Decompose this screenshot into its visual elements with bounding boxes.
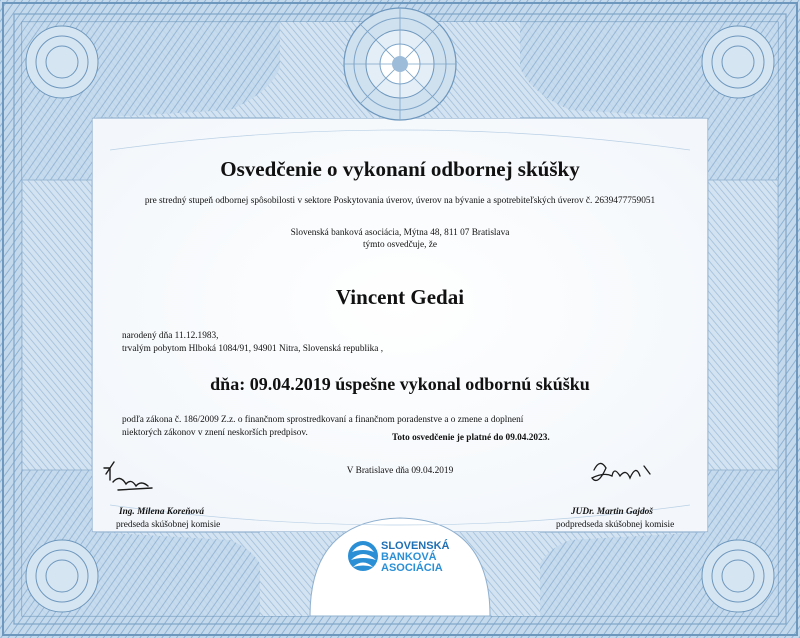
logo-line-2: BANKOVÁ: [381, 551, 437, 563]
certificate-subtitle: pre stredný stupeň odbornej spôsobilosti v sektore Poskytovania úverov, úverov na bývanie a spotrebiteľských úverov č. 2639477759051: [144, 196, 656, 206]
left-signatory-name: Ing. Milena Koreňová: [119, 507, 204, 517]
logo-line-3: ASOCIÁCIA: [381, 562, 443, 574]
right-signatory-role: podpredseda skúšobnej komisie: [556, 520, 675, 530]
issuer-block: [0, 227, 800, 251]
certifies-line: týmto osvedčuje, že: [362, 240, 438, 250]
law-line-2: niektorých zákonov v znení neskorších predpisov.: [122, 427, 308, 438]
holder-details: [122, 330, 383, 355]
place-date: V Bratislave dňa 09.04.2019: [346, 466, 454, 476]
validity-line: Toto osvedčenie je platné do 09.04.2023.: [392, 433, 550, 443]
logo-line-1: SLOVENSKÁ: [381, 540, 450, 552]
sba-logo-emblem: [348, 541, 378, 571]
right-signatory-name: JUDr. Martin Gajdoš: [571, 507, 653, 517]
certificate-title: Osvedčenie o vykonaní odbornej skúšky: [220, 157, 580, 181]
residence-line: trvalým pobytom Hlboká 1084/91, 94901 Nitra, Slovenská republika ,: [122, 343, 384, 354]
sba-logo-text: [381, 541, 449, 574]
left-signatory-role: predseda skúšobnej komisie: [116, 520, 221, 530]
birth-line: narodený dňa 11.12.1983,: [122, 331, 219, 341]
issuer-line: Slovenská banková asociácia, Mýtna 48, 811 07 Bratislava: [290, 228, 510, 238]
law-line-1: podľa zákona č. 186/2009 Z.z. o finančnom sprostredkovaní a finančnom poradenstve a o zmene a doplnení: [122, 415, 524, 425]
exam-passed-line: dňa: 09.04.2019 úspešne vykonal odbornú skúšku: [210, 374, 590, 394]
holder-name: Vincent Gedai: [335, 285, 465, 309]
